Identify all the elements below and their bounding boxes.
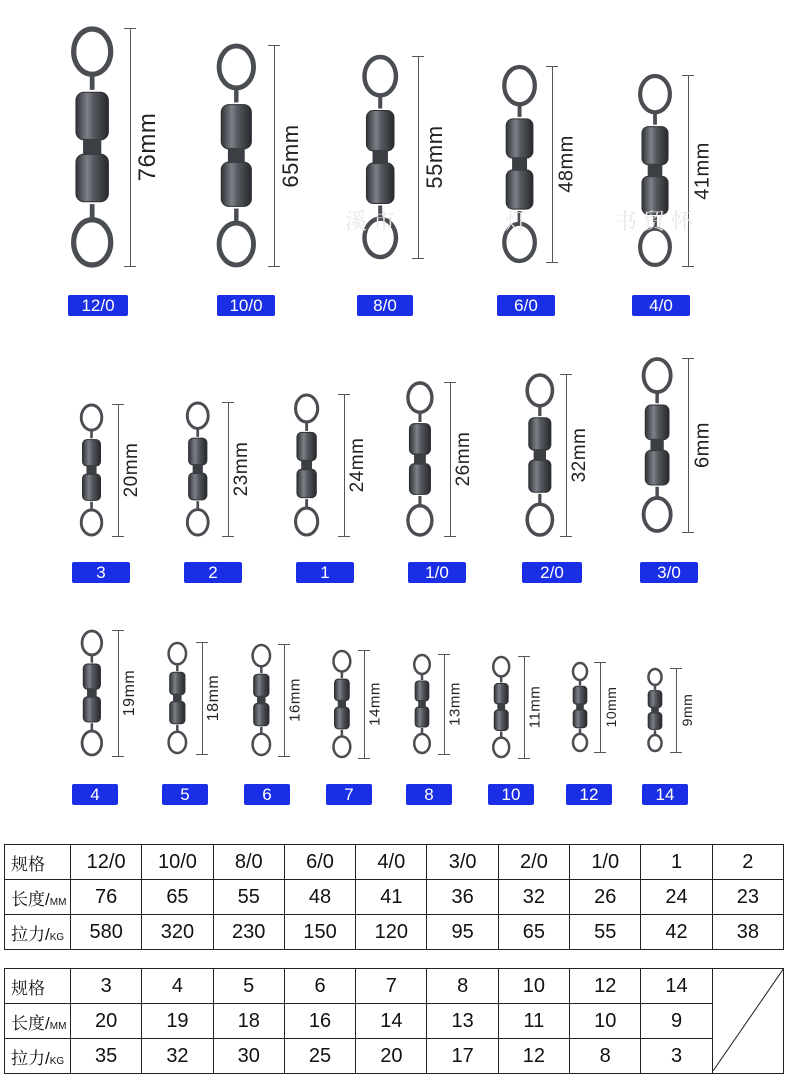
table-row-spec xyxy=(5,969,784,1004)
table-row-strength xyxy=(5,915,784,950)
table-cell: 5 xyxy=(213,969,284,1004)
row-label-strength: 拉力/KG xyxy=(5,915,71,950)
dimension-cap xyxy=(560,536,572,537)
table-cell: 65 xyxy=(142,880,213,915)
dimension-line xyxy=(418,56,419,258)
table-cell: 38 xyxy=(712,915,783,950)
table-row-length xyxy=(5,880,784,915)
swivel-illustration xyxy=(165,642,190,754)
dimension-line xyxy=(444,654,445,754)
dimension-cap xyxy=(222,402,234,403)
table-cell: 76 xyxy=(71,880,142,915)
diagonal-empty-cell xyxy=(712,969,783,1074)
table-cell: 20 xyxy=(356,1039,427,1074)
table-cell: 4 xyxy=(142,969,213,1004)
dimension-cap xyxy=(682,75,694,76)
table-cell: 8 xyxy=(570,1039,641,1074)
table-cell: 42 xyxy=(641,915,712,950)
watermark-text: 溪市 xyxy=(345,210,402,235)
dimension-cap xyxy=(358,758,370,759)
length-label: 9mm xyxy=(678,693,695,727)
table-cell: 55 xyxy=(570,915,641,950)
dimension-line xyxy=(118,630,119,756)
length-label: 18mm xyxy=(205,674,222,722)
row-label-spec: 规格 xyxy=(5,969,71,1004)
table-cell: 14 xyxy=(641,969,712,1004)
size-badge: 8/0 xyxy=(357,295,413,316)
swivel-illustration xyxy=(522,374,558,536)
dimension-line xyxy=(600,662,601,752)
dimension-cap xyxy=(682,532,694,533)
row-label-length: 长度/MM xyxy=(5,1004,71,1039)
dimension-cap xyxy=(670,752,682,753)
table-cell: 19 xyxy=(142,1004,213,1039)
table-cell: 1 xyxy=(641,845,712,880)
size-badge: 3 xyxy=(72,562,130,583)
spec-table-2 xyxy=(4,968,784,1074)
table-cell: 17 xyxy=(427,1039,498,1074)
table-cell: 25 xyxy=(284,1039,355,1074)
dimension-cap xyxy=(670,668,682,669)
table-cell: 32 xyxy=(498,880,569,915)
table-cell: 6 xyxy=(284,969,355,1004)
length-label: 13mm xyxy=(446,682,464,726)
length-label: 16mm xyxy=(286,678,304,722)
length-label: 41mm xyxy=(691,141,714,200)
swivel-illustration xyxy=(330,650,354,758)
dimension-cap xyxy=(278,756,290,757)
row-label-strength: 拉力/KG xyxy=(5,1039,71,1074)
dimension-line xyxy=(552,66,553,262)
table-cell: 11 xyxy=(498,1004,569,1039)
dimension-cap xyxy=(196,642,208,643)
table-cell: 10 xyxy=(498,969,569,1004)
size-badge: 3/0 xyxy=(640,562,698,583)
size-badge: 12 xyxy=(566,784,612,805)
swivel-illustration xyxy=(291,394,322,536)
length-label: 24mm xyxy=(347,437,369,493)
table-cell: 120 xyxy=(356,915,427,950)
dimension-cap xyxy=(412,258,424,259)
size-badge: 4/0 xyxy=(632,295,690,316)
table-cell: 1/0 xyxy=(570,845,641,880)
dimension-cap xyxy=(358,650,370,651)
table-cell: 6/0 xyxy=(284,845,355,880)
swivel-illustration xyxy=(403,382,437,536)
dimension-cap xyxy=(268,45,280,46)
dimension-cap xyxy=(338,536,350,537)
length-label: 6mm xyxy=(691,422,714,468)
size-badge: 8 xyxy=(406,784,452,805)
length-label: 76mm xyxy=(134,112,161,182)
table-cell: 8/0 xyxy=(213,845,284,880)
table-row-length xyxy=(5,1004,784,1039)
table-cell: 35 xyxy=(71,1039,142,1074)
table-cell: 30 xyxy=(213,1039,284,1074)
size-badge: 12/0 xyxy=(68,295,128,316)
table-cell: 48 xyxy=(284,880,355,915)
dimension-cap xyxy=(412,56,424,57)
table-cell: 14 xyxy=(356,1004,427,1039)
table-cell: 2/0 xyxy=(498,845,569,880)
table-row-strength xyxy=(5,1039,784,1074)
table-cell: 2 xyxy=(712,845,783,880)
watermark-text: 书贸怀 xyxy=(615,210,700,235)
dimension-cap xyxy=(560,374,572,375)
swivel-illustration xyxy=(249,644,274,756)
size-badge: 7 xyxy=(326,784,372,805)
length-label: 32mm xyxy=(569,427,591,483)
dimension-cap xyxy=(518,758,530,759)
table-cell: 18 xyxy=(213,1004,284,1039)
table-cell: 41 xyxy=(356,880,427,915)
length-label: 14mm xyxy=(366,682,384,726)
swivel-illustration xyxy=(569,662,591,752)
dimension-cap xyxy=(196,754,208,755)
dimension-line xyxy=(284,644,285,756)
table-cell: 3 xyxy=(641,1039,712,1074)
swivel-illustration xyxy=(183,402,212,536)
dimension-cap xyxy=(682,358,694,359)
dimension-cap xyxy=(518,656,530,657)
dimension-cap xyxy=(338,394,350,395)
table-cell: 580 xyxy=(71,915,142,950)
size-badge: 14 xyxy=(642,784,688,805)
size-badge: 1 xyxy=(296,562,354,583)
table-row-spec xyxy=(5,845,784,880)
swivel-illustration xyxy=(634,75,676,266)
length-label: 23mm xyxy=(231,441,253,497)
size-badge: 2/0 xyxy=(522,562,582,583)
swivel-illustration xyxy=(212,45,261,266)
size-badge: 4 xyxy=(72,784,118,805)
dimension-line xyxy=(202,642,203,754)
dimension-line xyxy=(688,75,689,266)
dimension-cap xyxy=(594,662,606,663)
table-cell: 8 xyxy=(427,969,498,1004)
table-cell: 55 xyxy=(213,880,284,915)
dimension-cap xyxy=(222,536,234,537)
table-cell: 36 xyxy=(427,880,498,915)
table-cell: 9 xyxy=(641,1004,712,1039)
dimension-line xyxy=(274,45,275,266)
dimension-line xyxy=(676,668,677,752)
swivel-illustration xyxy=(490,656,512,758)
swivel-illustration xyxy=(78,630,106,756)
table-cell: 10 xyxy=(570,1004,641,1039)
dimension-line xyxy=(688,358,689,532)
swivel-illustration xyxy=(66,28,118,266)
table-cell: 95 xyxy=(427,915,498,950)
length-label: 10mm xyxy=(602,686,619,728)
dimension-cap xyxy=(594,752,606,753)
table-cell: 12 xyxy=(570,969,641,1004)
dimension-line xyxy=(566,374,567,536)
dimension-cap xyxy=(444,382,456,383)
dimension-cap xyxy=(682,266,694,267)
table-cell: 26 xyxy=(570,880,641,915)
table-cell: 32 xyxy=(142,1039,213,1074)
table-cell: 230 xyxy=(213,915,284,950)
table-cell: 3 xyxy=(71,969,142,1004)
size-badge: 6/0 xyxy=(497,295,555,316)
watermark-text: 灯 xyxy=(505,210,534,235)
table-cell: 10/0 xyxy=(142,845,213,880)
row-label-spec: 规格 xyxy=(5,845,71,880)
length-label: 20mm xyxy=(121,442,143,498)
dimension-line xyxy=(524,656,525,758)
length-label: 65mm xyxy=(277,123,303,188)
table-cell: 4/0 xyxy=(356,845,427,880)
swivel-illustration xyxy=(644,668,666,752)
swivel-illustration xyxy=(77,404,106,536)
dimension-cap xyxy=(546,262,558,263)
row-label-length: 长度/MM xyxy=(5,880,71,915)
table-cell: 23 xyxy=(712,880,783,915)
table-cell: 3/0 xyxy=(427,845,498,880)
length-label: 55mm xyxy=(421,125,447,189)
size-badge: 2 xyxy=(184,562,242,583)
dimension-cap xyxy=(112,404,124,405)
table-cell: 20 xyxy=(71,1004,142,1039)
dimension-cap xyxy=(438,654,450,655)
length-label: 48mm xyxy=(555,135,578,193)
table-cell: 24 xyxy=(641,880,712,915)
swivel-illustration xyxy=(411,654,433,754)
table-cell: 16 xyxy=(284,1004,355,1039)
dimension-cap xyxy=(112,756,124,757)
table-cell: 12 xyxy=(498,1039,569,1074)
dimension-cap xyxy=(124,28,136,29)
length-label: 26mm xyxy=(453,431,475,487)
dimension-cap xyxy=(438,754,450,755)
size-badge: 6 xyxy=(244,784,290,805)
size-badge: 10 xyxy=(488,784,534,805)
dimension-line xyxy=(118,404,119,536)
size-badge: 1/0 xyxy=(408,562,466,583)
table-cell: 65 xyxy=(498,915,569,950)
length-label: 19mm xyxy=(121,669,138,717)
size-badge: 5 xyxy=(162,784,208,805)
table-cell: 150 xyxy=(284,915,355,950)
dimension-cap xyxy=(124,266,136,267)
dimension-line xyxy=(364,650,365,758)
dimension-line xyxy=(344,394,345,536)
length-label: 11mm xyxy=(526,685,544,729)
swivel-illustration xyxy=(638,358,676,532)
spec-table-1 xyxy=(4,844,784,950)
dimension-cap xyxy=(112,630,124,631)
dimension-line xyxy=(450,382,451,536)
table-cell: 12/0 xyxy=(71,845,142,880)
dimension-cap xyxy=(112,536,124,537)
dimension-cap xyxy=(444,536,456,537)
dimension-line xyxy=(130,28,131,266)
dimension-cap xyxy=(278,644,290,645)
table-cell: 320 xyxy=(142,915,213,950)
dimension-line xyxy=(228,402,229,536)
table-cell: 7 xyxy=(356,969,427,1004)
dimension-cap xyxy=(546,66,558,67)
table-cell: 13 xyxy=(427,1004,498,1039)
dimension-cap xyxy=(268,266,280,267)
size-badge: 10/0 xyxy=(217,295,275,316)
